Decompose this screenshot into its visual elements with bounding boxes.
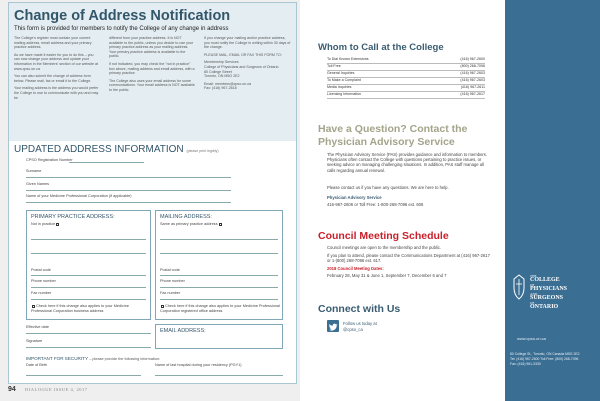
fax-number-label: Fax number (31, 291, 52, 295)
council-title: Council Meeting Schedule (318, 230, 449, 242)
effective-date-label: Effective date (26, 325, 49, 329)
whom-to-call-title: Whom to Call at the College (318, 42, 444, 53)
change-of-address-form (8, 2, 297, 384)
postal-code-label: Postal code (160, 268, 180, 272)
cpso-website-link[interactable]: www.cpso.on.ca (517, 336, 546, 341)
logo-word: SURGEONS (530, 295, 564, 301)
address-line-input[interactable] (31, 253, 146, 254)
mailing-address-block: Membership Services College of Physicians and Surgeons of Ontario 80 College Street Toronto, ON M5G 2E2 (204, 60, 279, 79)
logo-word: PHYSICIANS (530, 286, 568, 292)
corporation-label: Name of your Medicine Professional Corporation (if applicable) (26, 194, 132, 198)
effective-date-input[interactable] (26, 333, 151, 334)
phone-number-label: Phone number (31, 279, 56, 283)
contact-number[interactable]: (416) 967-2603 (460, 78, 485, 82)
contact-row (327, 78, 485, 84)
mailing-corp-check[interactable] (160, 304, 280, 313)
logo-word: COLLEGE (530, 277, 560, 283)
contact-row (327, 92, 485, 98)
intro-column-2 (109, 36, 195, 96)
fax-number-input[interactable] (160, 299, 278, 300)
intro-paragraph: The College's register must contain your current mailing address, email address and your primary practice address. (14, 36, 92, 50)
email-address-box[interactable] (155, 324, 283, 349)
contact-label: To Make a Complaint (327, 78, 361, 82)
publication-footer: DIALOGUE ISSUE 4, 2017 (25, 387, 88, 392)
contact-row (327, 64, 485, 70)
postal-code-input[interactable] (31, 275, 146, 276)
primary-corp-check[interactable] (31, 304, 147, 313)
divider (327, 98, 485, 99)
pas-phone[interactable]: 416-967-2606 or Toll Free: 1-800-268-7096 ext. 606 (327, 202, 424, 207)
cpso-address-line: Fax: (416) 961-3330 (510, 362, 541, 366)
council-paragraph-1: Council meetings are open to the membership and the public. (327, 245, 442, 250)
hospital-label: Name of last hospital during your residency (PGY1) (155, 363, 242, 367)
contact-label: Media Inquiries (327, 85, 352, 89)
not-in-practice-checkbox[interactable] (56, 223, 59, 226)
logo-word: ONTARIO (530, 304, 559, 310)
intro-paragraph: As we have made it easier for you to do this – you can now change your address and update your information in the Members' section of our website at www.cpso.on.ca (14, 52, 98, 71)
divider (327, 84, 485, 85)
primary-practice-box (26, 210, 151, 320)
updated-address-heading: UPDATED ADDRESS INFORMATION (14, 144, 184, 155)
question-body-2: Please contact us if you have any questions. We are here to help. (327, 185, 449, 190)
print-legibly-note: (please print legibly) (186, 149, 219, 153)
contact-number[interactable]: (800) 268-7096 (460, 64, 485, 68)
council-paragraph-2: If you plan to attend, please contact the Communications Department at (416) 967-2617 or 1-(800) 268-7096 ext. 617. (327, 253, 490, 264)
form-subtitle: This form is provided for members to notify the College of any change in address (14, 26, 229, 32)
twitter-follow-text: Follow us today at (343, 321, 377, 326)
security-title: IMPORTANT FOR SECURITY (26, 356, 88, 361)
contact-number[interactable]: (416) 967-2611 (460, 85, 485, 89)
intro-paragraph: You can also submit the change of address form below. Please mail, fax or email it to the College. (14, 74, 92, 83)
logo-word: THE (530, 274, 537, 278)
address-line-input[interactable] (160, 239, 278, 240)
security-heading (26, 356, 160, 361)
reg-number-label: CPSO Registration Number (26, 158, 73, 162)
given-names-label: Given Names (26, 182, 50, 186)
logo-word: AND (530, 292, 538, 296)
logo-word: OF (530, 283, 535, 287)
divider (327, 63, 485, 64)
date-of-birth-label: Date of Birth (26, 363, 48, 367)
same-as-primary-label: Same as primary practice address (160, 222, 218, 226)
cpso-address-line: 80 College St., Toronto, ON Canada M5G 2E2 (510, 352, 580, 356)
intro-paragraph: If you change your mailing and/or practice address, you must notify the College in writing within 30 days of the change. (204, 36, 291, 50)
intro-paragraph: If not indicated, you may check the "not in practice" box above, mailing address and email address, with a primary practice. (109, 61, 195, 76)
email-address-title: EMAIL ADDRESS: (160, 328, 206, 334)
bird-icon (327, 321, 339, 333)
divider (327, 70, 485, 71)
mailing-address-box (155, 210, 283, 320)
primary-practice-title: PRIMARY PRACTICE ADDRESS: (31, 214, 115, 220)
phone-number-input[interactable] (160, 287, 278, 288)
intro-column-3 (204, 36, 292, 94)
same-as-primary-checkbox[interactable] (219, 223, 222, 226)
corporation-input[interactable] (26, 202, 231, 203)
divider (327, 77, 485, 78)
contact-row (327, 85, 485, 91)
not-in-practice-option[interactable] (31, 222, 59, 226)
mail-instruction: PLEASE MAIL, EMAIL OR FAX THIS FORM TO: (204, 52, 282, 57)
updated-address-title (14, 144, 219, 155)
reg-number-input[interactable] (69, 162, 144, 163)
contact-number[interactable]: (416) 967-2603 (460, 71, 485, 75)
form-title: Change of Address Notification (14, 8, 231, 24)
cpso-logo (512, 274, 596, 310)
intro-paragraph: Your mailing address is the address you would prefer the College to use to communicate with you and may be (14, 86, 99, 100)
contact-row (327, 71, 485, 77)
contact-email-fax: Email: members@cpso.on.ca Fax: (416) 967-2618 (204, 81, 251, 91)
signature-input[interactable] (26, 347, 151, 348)
given-names-input[interactable] (26, 190, 231, 191)
intro-column-1 (14, 36, 100, 103)
checkbox[interactable] (32, 305, 35, 308)
question-body: The Physician Advisory Service (PAS) provides guidance and information to members. Physicians often contact the College with questions pertaining to practice issues, or seeking advice on managing challenging situations. In addition, PAS staff manage all calls regarding annual renewal. (327, 152, 488, 173)
logo-word: OF (530, 301, 535, 305)
contact-number[interactable]: (416) 967-2617 (460, 92, 485, 96)
twitter-handle[interactable]: @cpso_ca (343, 327, 363, 332)
fax-number-label: Fax number (160, 291, 181, 295)
pas-name: Physician Advisory Service (327, 195, 382, 200)
phone-number-label: Phone number (160, 279, 185, 283)
contact-number[interactable]: (416) 967-2600 (460, 57, 485, 61)
contact-label: Licensing Information (327, 92, 362, 96)
primary-corp-check-label: Check here if this change also applies to your Medicine Professional Corporation business address (31, 304, 129, 313)
question-title: Have a Question? Contact the Physician Advisory Service (318, 123, 468, 148)
address-line-input[interactable] (160, 253, 278, 254)
contact-row (327, 57, 485, 63)
phone-number-input[interactable] (31, 287, 146, 288)
connect-title: Connect with Us (318, 303, 401, 315)
council-dates-title: 2018 Council Meeting Dates: (327, 266, 384, 271)
surname-label: Surname (26, 169, 42, 173)
page-number: 94 (8, 386, 16, 393)
council-dates: February 28, May 31 & June 1, September 7, December 6 and 7 (327, 273, 447, 278)
security-note: – please provide the following information: (89, 357, 161, 361)
postal-code-input[interactable] (160, 275, 278, 276)
contact-label: General Inquiries (327, 71, 355, 75)
contact-label: Toll Free (327, 64, 341, 68)
twitter-icon[interactable] (327, 320, 339, 332)
hospital-input[interactable] (155, 375, 283, 376)
mailing-corp-check-label: Check here if this change also applies to your Medicine Professional Corporation registered office address (160, 304, 280, 313)
checkbox[interactable] (161, 305, 164, 308)
mailing-address-title: MAILING ADDRESS: (160, 214, 212, 220)
divider (327, 91, 485, 92)
cpso-address-line: Tel: (416) 967-2600 Toll Free: (800) 268-7096 (510, 357, 579, 361)
date-of-birth-input[interactable] (26, 375, 141, 376)
same-as-primary-option[interactable] (160, 222, 222, 226)
crest-icon (512, 274, 526, 300)
fax-number-input[interactable] (31, 299, 146, 300)
surname-input[interactable] (26, 177, 231, 178)
not-in-practice-label: Not in practice (31, 222, 56, 226)
address-line-input[interactable] (31, 239, 146, 240)
intro-paragraph: The College also uses your email address for some communications. Your email address is NOT available to the public. (109, 78, 195, 92)
postal-code-label: Postal code (31, 268, 51, 272)
signature-label: Signature (26, 339, 43, 343)
contact-label: To Dial Known Extensions (327, 57, 369, 61)
intro-paragraph: different from your practice address. It is NOT available to the public, unless you decide to use your primary practice address as your mailing address. Your primary practice address is available to the public. (109, 36, 194, 59)
